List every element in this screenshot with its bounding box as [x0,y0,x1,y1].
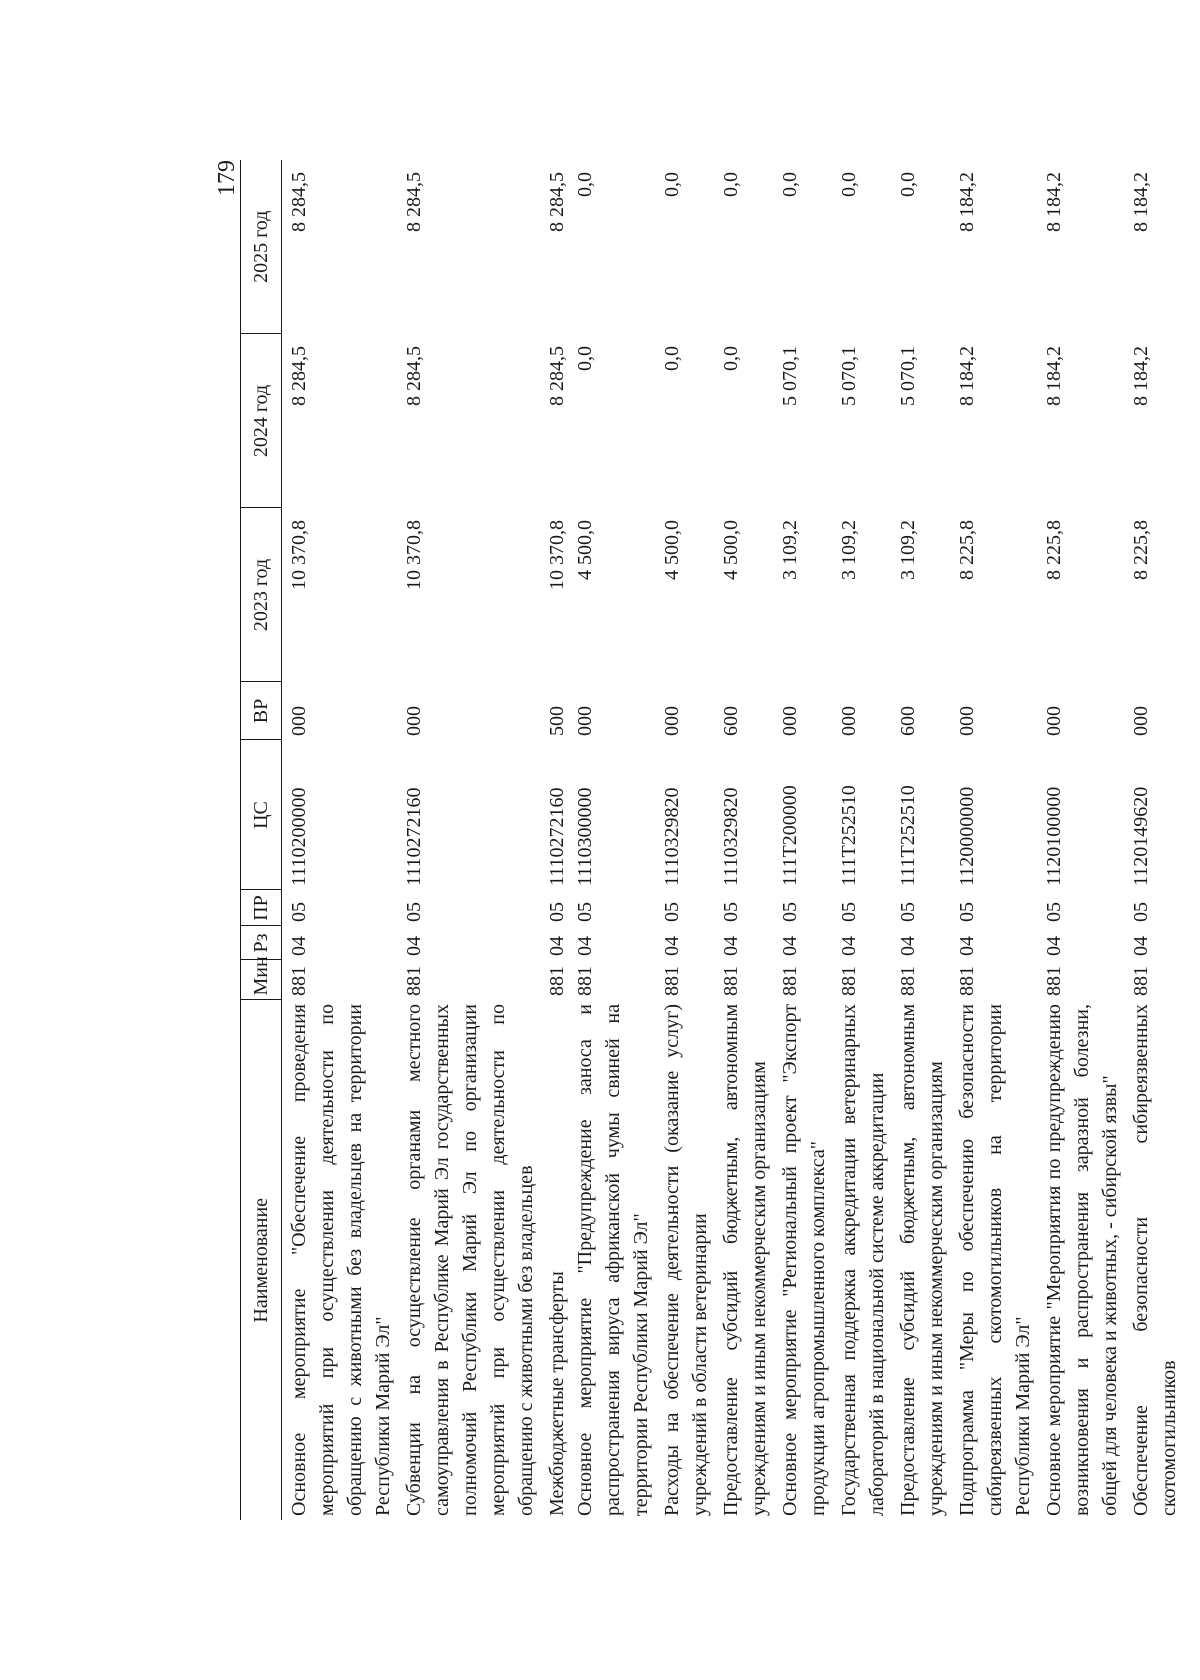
header-vr: ВР [241,682,282,740]
row-2023: 3 109,2 [838,520,860,580]
row-min-sub: 881 [574,966,596,996]
row-pr: 05 [897,902,919,922]
row-pr: 05 [1130,902,1152,922]
row-2023: 4 500,0 [720,520,742,580]
row-2024-sub: 0,0 [574,346,596,371]
header-2023: 2023 год [241,508,282,682]
header-2025: 2025 год [241,160,282,334]
row-vr: 600 [897,706,919,736]
row-min: 881 [897,966,919,996]
row-rz: 04 [661,936,683,956]
row-name: Подпрограмма "Меры по обеспечению безопасности сибиреязвенных скотомогильников на территории Республики Марий Эл" [956,1004,1034,1516]
row-2025: 0,0 [779,172,801,197]
row-2024: 8 184,2 [1130,346,1152,406]
row-2025: 0,0 [661,172,683,197]
row-cs: 1120000000 [956,786,978,886]
row-rz: 04 [720,936,742,956]
row-name-sub: Межбюджетные трансферты [546,1271,568,1516]
row-rz: 04 [1130,936,1152,956]
table-row [714,160,773,1520]
row-2024: 8 184,2 [1043,346,1065,406]
row-min: 881 [838,966,860,996]
row-2025: 8 184,2 [1130,172,1152,232]
row-pr: 05 [661,902,683,922]
row-vr: 000 [779,706,801,736]
row-vr: 600 [720,706,742,736]
row-2024: 5 070,1 [897,346,919,406]
row-cs: 1120100000 [1043,786,1065,886]
table-row [891,160,950,1520]
header-pr: ПР [241,890,282,926]
row-min: 881 [661,966,683,996]
row-min: 881 [779,966,801,996]
row-2025: 0,0 [720,172,742,197]
table-row [397,160,540,1520]
row-2024: 8 284,5 [288,346,310,406]
row-2024 [540,334,655,508]
row-rz: 04 [779,936,801,956]
row-2023: 3 109,2 [897,520,919,580]
row-cs: 1110272160 [403,787,425,886]
header-rz: Рз [241,926,282,960]
row-pr: 05 [403,902,425,922]
row-vr: 000 [661,706,683,736]
row-pr: 05 [956,902,978,922]
row-name: Основное мероприятие "Мероприятия по предупреждению возникновения и распространения заразной болезни, общей для человека и животных, - сибирской язвы" [1043,1004,1121,1516]
row-2024-sub: 8 284,5 [546,346,568,406]
row-2025: 8 184,2 [1043,172,1065,232]
row-rz: 04 [403,936,425,956]
row-min: 881 [1043,966,1065,996]
row-cs: 111T252510 [897,785,919,886]
row-2024: 5 070,1 [838,346,860,406]
row-2023-sub: 10 370,8 [546,520,568,590]
row-2025-sub: 8 284,5 [546,172,568,232]
row-2023 [540,508,655,682]
row-cs: 111T252510 [838,785,860,886]
row-name: Основное мероприятие "Обеспечение проведения мероприятий при осуществлении деятельности по обращению с животными без владельцев на территории Республики Марий Эл" [288,1004,394,1516]
row-min: 881 [1130,966,1152,996]
row-2023: 8 225,8 [956,520,978,580]
row-name: Предоставление субсидий бюджетным, автономным учреждениям и иным некоммерческим организациям [897,1004,947,1516]
budget-table [240,160,1183,1520]
row-2024: 0,0 [661,346,683,371]
row-2023: 10 370,8 [288,520,310,590]
row-min: 881 [956,966,978,996]
row-name: Основное мероприятие "Региональный проект "Экспорт продукции агропромышленного комплекса" [779,1004,829,1516]
row-cs: 1110329820 [661,787,683,886]
row-rz: 04 [288,936,310,956]
row-2025: 8 284,5 [288,172,310,232]
row-vr [540,682,655,740]
row-name: Субвенции на осуществление органами местного самоуправления в Республике Марий Эл государственных полномочий Республики Марий Эл по организации мероприятий при осуществлении деятельности по обращению с животными без владельцев [403,1004,537,1516]
page-number: 179 [214,160,240,196]
row-cs: 1120149620 [1130,786,1152,886]
row-rz-sub: 04 [574,936,596,956]
row-name [540,1000,655,1520]
header-min: Мин [241,960,282,1000]
row-2023: 4 500,0 [661,520,683,580]
row-pr [540,890,655,926]
row-pr: 05 [288,902,310,922]
table-row [1037,160,1124,1520]
row-cs: 111T200000 [779,785,801,886]
row-2023-sub: 4 500,0 [574,520,596,580]
row-name: Расходы на обеспечение деятельности (оказание услуг) учреждений в области ветеринарии [661,1004,711,1516]
row-cs: 1110329820 [720,787,742,886]
row-vr-sub: 500 [546,706,568,736]
row-2025: 8 284,5 [403,172,425,232]
row-cs [540,740,655,890]
table-row [832,160,891,1520]
row-pr: 05 [779,902,801,922]
table-row [773,160,832,1520]
row-min [540,960,655,1000]
row-pr-sub: 05 [574,902,596,922]
row-pr: 05 [720,902,742,922]
row-cs: 1110200000 [288,787,310,886]
table-row [950,160,1037,1520]
row-name: Государственная поддержка аккредитации ветеринарных лабораторий в национальной системе аккредитации [838,1004,888,1516]
row-cs-sub: 1110300000 [574,787,596,886]
table-row [540,160,655,1520]
row-2023: 10 370,8 [403,520,425,590]
header-name: Наименование [241,1000,282,1520]
row-rz: 04 [956,936,978,956]
row-vr: 000 [1043,706,1065,736]
row-2023: 8 225,8 [1130,520,1152,580]
row-vr: 000 [838,706,860,736]
row-pr-sub: 05 [546,902,568,922]
row-2025 [540,160,655,334]
row-rz: 04 [1043,936,1065,956]
row-rz: 04 [838,936,860,956]
row-2023: 8 225,8 [1043,520,1065,580]
row-pr: 05 [838,902,860,922]
row-2024: 8 284,5 [403,346,425,406]
row-rz: 04 [897,936,919,956]
row-2023: 3 109,2 [779,520,801,580]
document-sheet [200,160,1180,1520]
table-header-row [241,160,282,1520]
row-cs-sub: 1110272160 [546,787,568,886]
row-2024: 5 070,1 [779,346,801,406]
row-2025: 0,0 [838,172,860,197]
row-vr: 000 [1130,706,1152,736]
header-cs: ЦС [241,740,282,890]
row-name: Обеспечение безопасности сибиреязвенных скотомогильников [1130,1004,1180,1516]
row-min-sub: 881 [546,966,568,996]
row-name-sub: Основное мероприятие "Предупреждение заноса и распространения вируса африканской чумы свиней на территории Республики Марий Эл" [574,1004,652,1516]
row-min: 881 [720,966,742,996]
table-row [282,160,398,1520]
header-2024: 2024 год [241,334,282,508]
row-min: 881 [288,966,310,996]
table-row [655,160,714,1520]
row-2024: 0,0 [720,346,742,371]
row-rz-sub: 04 [546,936,568,956]
table-row [1124,160,1183,1520]
row-vr: 000 [288,706,310,736]
row-vr: 000 [956,706,978,736]
row-vr: 000 [403,706,425,736]
row-2025: 8 184,2 [956,172,978,232]
row-pr: 05 [1043,902,1065,922]
row-name: Предоставление субсидий бюджетным, автономным учреждениям и иным некоммерческим организациям [720,1004,770,1516]
row-2025-sub: 0,0 [574,172,596,197]
row-vr-sub: 000 [574,706,596,736]
row-min: 881 [403,966,425,996]
row-2025: 0,0 [897,172,919,197]
row-rz [540,926,655,960]
row-2024: 8 184,2 [956,346,978,406]
